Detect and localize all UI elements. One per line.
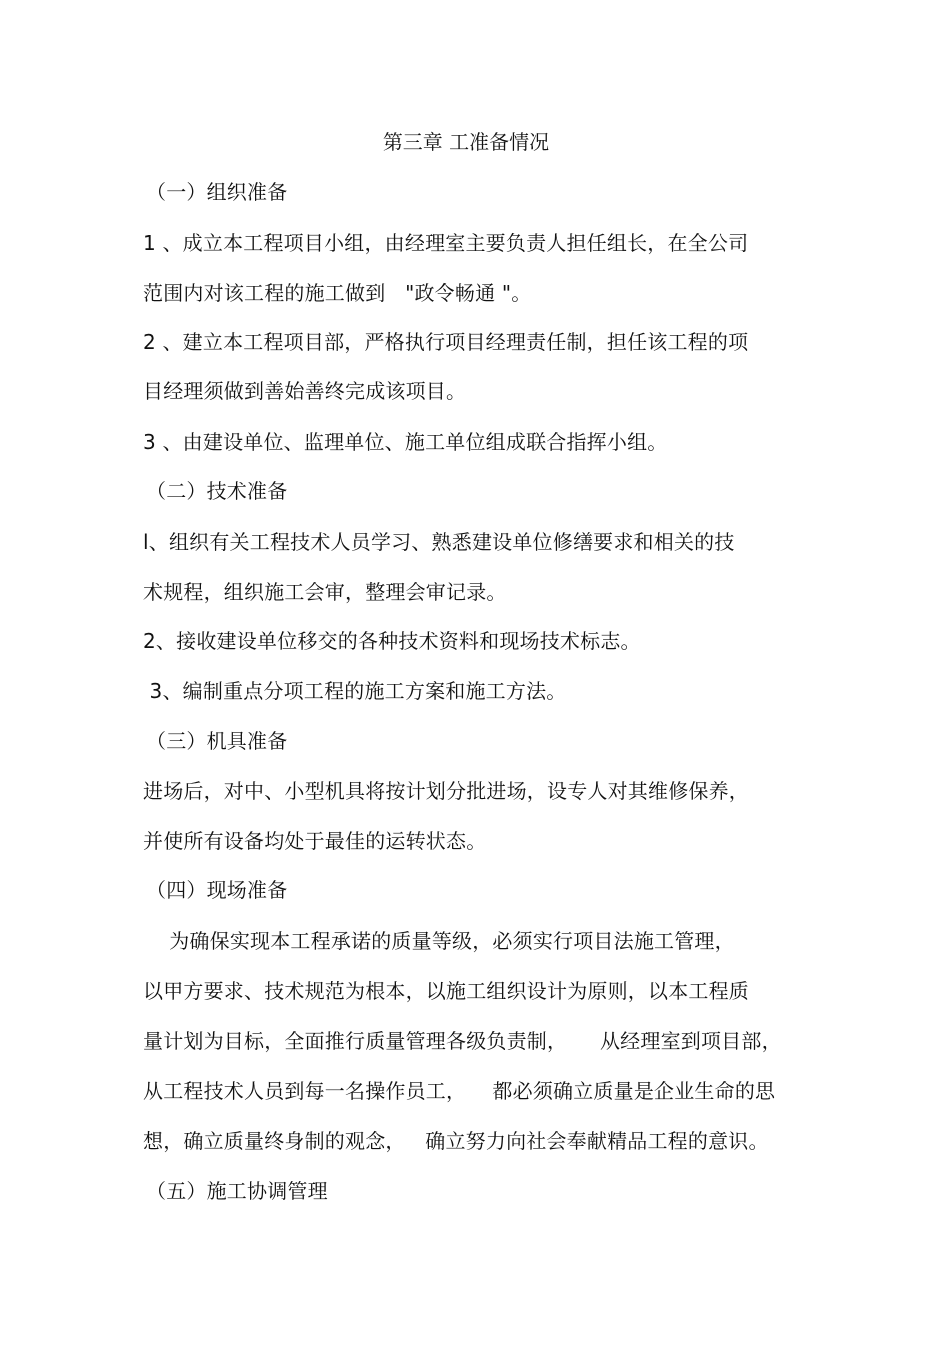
section-heading-organization: （一）组织准备 (146, 180, 288, 204)
paragraph-line: 进场后，对中、小型机具将按计划分批进场，设专人对其维修保养， (143, 779, 749, 803)
paragraph-line: 并使所有设备均处于最佳的运转状态。 (143, 829, 487, 853)
paragraph-line: 2 、建立本工程项目部，严格执行项目经理责任制，担任该工程的项 (143, 330, 749, 354)
section-heading-site: （四）现场准备 (146, 878, 288, 902)
paragraph-line: 3 、由建设单位、监理单位、施工单位组成联合指挥小组。 (143, 430, 668, 454)
paragraph-line: 3、编制重点分项工程的施工方案和施工方法。 (143, 679, 567, 703)
paragraph-line: 量计划为目标，全面推行质量管理各级负责制， 从经理室到项目部， (143, 1029, 782, 1053)
paragraph-line: 2、接收建设单位移交的各种技术资料和现场技术标志。 (143, 629, 641, 653)
section-heading-equipment: （三）机具准备 (146, 729, 288, 753)
page-title: 第三章 工准备情况 (382, 130, 550, 154)
section-heading-technical: （二）技术准备 (146, 479, 288, 503)
paragraph-line: 1 、成立本工程项目小组，由经理室主要负责人担任组长，在全公司 (143, 231, 749, 255)
section-heading-coordination: （五）施工协调管理 (146, 1179, 328, 1203)
paragraph-line: 为确保实现本工程承诺的质量等级，必须实行项目法施工管理， (143, 929, 735, 953)
paragraph-line: 想，确立质量终身制的观念， 确立努力向社会奉献精品工程的意识。 (143, 1129, 769, 1153)
paragraph-line: l、组织有关工程技术人员学习、熟悉建设单位修缮要求和相关的技 (143, 530, 735, 554)
paragraph-line: 以甲方要求、技术规范为根本，以施工组织设计为原则，以本工程质 (143, 979, 749, 1003)
paragraph-line: 目经理须做到善始善终完成该项目。 (143, 379, 467, 403)
paragraph-line: 术规程，组织施工会审，整理会审记录。 (143, 580, 507, 604)
paragraph-line: 范围内对该工程的施工做到 "政令畅通 "。 (143, 281, 532, 305)
paragraph-line: 从工程技术人员到每一名操作员工， 都必须确立质量是企业生命的思 (143, 1079, 776, 1103)
